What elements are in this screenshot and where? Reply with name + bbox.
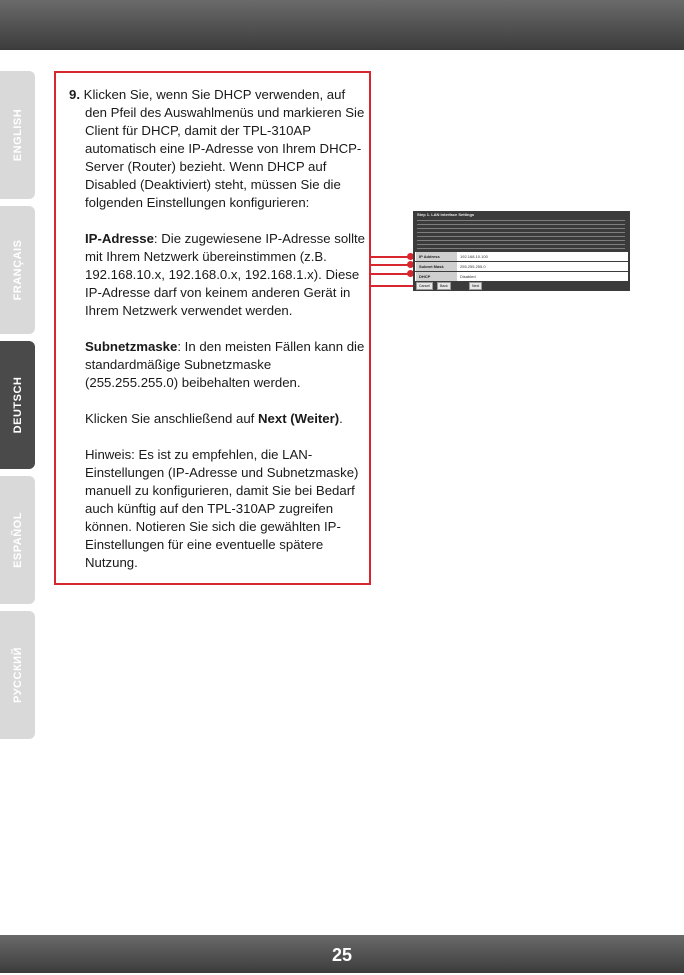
next-paragraph: [69, 410, 367, 428]
instruction-box: [54, 71, 371, 585]
mask-text: : In den meisten Fällen kann die standardmäßige Subnetzmaske (255.255.255.0) beibehalten werden.: [85, 339, 365, 390]
pointer-line-dhcp: [371, 273, 411, 275]
note-paragraph: Hinweis: Es ist zu empfehlen, die LAN-Einstellungen (IP-Adresse und Subnetzmaske) manuell zu konfigurieren, damit Sie bei Bedarf auch künftig auf den TPL-310AP zugreifen können. Notieren Sie sich die gewählten IP-Einstellungen für eine eventuelle spätere Nutzung.: [85, 447, 359, 570]
ip-paragraph: [69, 230, 367, 320]
footer-bar: [0, 935, 684, 973]
ip-address-row: [415, 252, 628, 261]
step-text: [69, 86, 367, 572]
ip-address-field[interactable]: 192.168.10.100: [460, 254, 488, 259]
lan-settings-screenshot: [413, 211, 630, 291]
page-number: 25: [331, 945, 353, 965]
next-term: Next (Weiter): [258, 411, 340, 426]
mask-term: Subnetzmaske: [85, 339, 178, 354]
tab-espanol[interactable]: [0, 476, 35, 604]
screenshot-title: Step 1. LAN Interface Settings: [417, 212, 475, 217]
tab-francais[interactable]: [0, 206, 35, 334]
dhcp-label: DHCP: [416, 272, 457, 281]
tab-label: FRANÇAIS: [11, 239, 24, 301]
ip-term: IP-Adresse: [85, 231, 154, 246]
tab-english[interactable]: [0, 71, 35, 199]
tab-deutsch[interactable]: [0, 341, 35, 469]
cancel-button[interactable]: Cancel: [416, 282, 433, 290]
ip-text: : Die zugewiesene IP-Adresse sollte mit Ihrem Netzwerk übereinstimmen (z.B. 192.168.10.x, 192.168.0.x, 192.168.1.x). Diese IP-Adresse darf von keinem anderen Gerät in Ihrem Netzwerk verwendet werden.: [85, 231, 366, 318]
tab-russian[interactable]: [0, 611, 35, 739]
tab-label: DEUTSCH: [11, 376, 24, 434]
step-intro: [69, 86, 367, 212]
tab-label: ENGLISH: [11, 108, 24, 162]
pointer-line-ip: [371, 256, 411, 258]
subnet-mask-row: [415, 262, 628, 271]
tab-label: РУССКИЙ: [11, 647, 24, 703]
dhcp-row: [415, 272, 628, 281]
next-button[interactable]: Next: [469, 282, 482, 290]
step-intro-text: Klicken Sie, wenn Sie DHCP verwenden, auf den Pfeil des Auswahlmenüs und markieren Sie Client für DHCP, damit der TPL-310AP automatisch eine IP-Adresse von Ihrem DHCP-Server (Router) bezieht. Wenn DHCP auf Disabled (Deaktiviert) steht, müssen Sie die folgenden Einstellungen konfigurieren:: [83, 87, 365, 210]
mask-paragraph: [69, 338, 367, 392]
subnet-mask-label: Subnet Mask: [416, 262, 457, 271]
next-suffix: .: [339, 411, 343, 426]
dhcp-select[interactable]: Disabled: [460, 274, 476, 279]
back-button[interactable]: Back: [437, 282, 451, 290]
tab-label: ESPAÑOL: [11, 512, 24, 568]
ip-address-label: IP Address: [416, 252, 457, 261]
next-prefix: Klicken Sie anschließend auf: [85, 411, 259, 426]
screenshot-description: [417, 220, 625, 249]
header-bar: [0, 0, 684, 50]
subnet-mask-field[interactable]: 255.255.255.0: [460, 264, 486, 269]
step-number: 9.: [69, 87, 80, 102]
pointer-line-mask: [371, 264, 411, 266]
